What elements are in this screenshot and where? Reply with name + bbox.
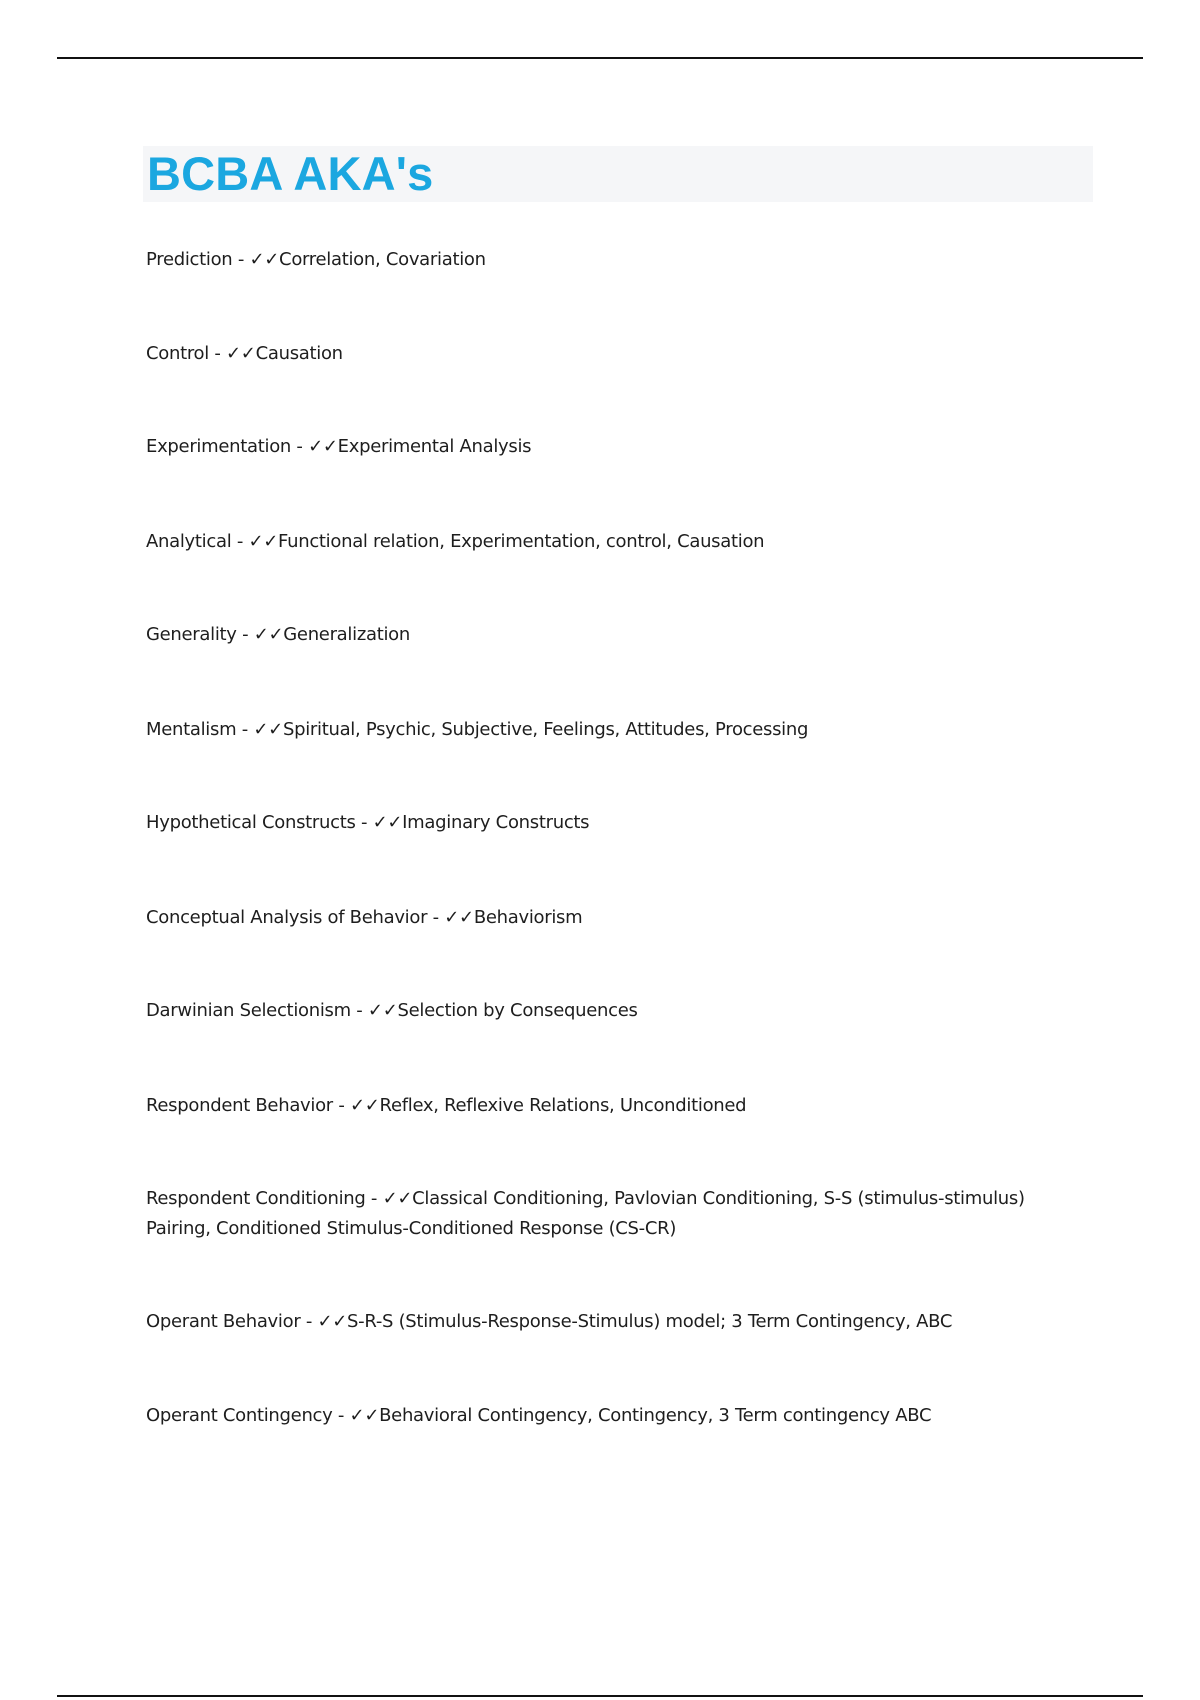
double-check-icon: ✓✓ [382, 1188, 413, 1209]
entry-separator: - [236, 719, 254, 740]
entry-separator: - [350, 1000, 368, 1021]
entry-separator: - [232, 249, 250, 270]
entry-conceptual-analysis [146, 903, 1086, 933]
entry-separator: - [291, 436, 309, 457]
entry-aka: Imaginary Constructs [402, 812, 590, 833]
entry-separator: - [236, 624, 254, 645]
double-check-icon: ✓✓ [372, 812, 403, 833]
double-check-icon: ✓✓ [349, 1405, 380, 1426]
entry-term: Prediction [146, 249, 233, 270]
entry-aka: Behavioral Contingency, Contingency, 3 Term contingency ABC [379, 1405, 932, 1426]
entry-operant-contingency [146, 1401, 1086, 1431]
entry-hypothetical-constructs [146, 808, 1086, 838]
entry-aka: Causation [255, 343, 343, 364]
entry-respondent-behavior [146, 1091, 1086, 1121]
double-check-icon: ✓✓ [249, 249, 280, 270]
entry-separator: - [355, 812, 373, 833]
double-check-icon: ✓✓ [367, 1000, 398, 1021]
header-rule [57, 57, 1143, 59]
entry-separator: - [208, 343, 227, 364]
entry-term: Control [146, 343, 209, 364]
double-check-icon: ✓✓ [248, 531, 279, 552]
double-check-icon: ✓✓ [317, 1311, 348, 1332]
footer-rule [57, 1695, 1143, 1697]
entry-term: Operant Contingency [146, 1405, 333, 1426]
entry-term: Experimentation [146, 436, 292, 457]
title-band [143, 146, 1093, 202]
entry-respondent-conditioning [146, 1184, 1086, 1244]
entry-term: Analytical [146, 531, 232, 552]
entry-experimentation [146, 432, 1086, 462]
entry-separator: - [332, 1405, 350, 1426]
entry-term: Operant Behavior [146, 1311, 301, 1332]
entry-analytical [146, 527, 1086, 557]
entry-aka: Spiritual, Psychic, Subjective, Feelings, Attitudes, Processing [282, 719, 809, 740]
entry-term: Conceptual Analysis of Behavior [146, 907, 428, 928]
double-check-icon: ✓✓ [253, 719, 283, 740]
entry-aka: Correlation, Covariation [279, 249, 486, 270]
entry-aka: Behaviorism [473, 907, 583, 928]
entry-separator: - [231, 531, 249, 552]
document-title: BCBA AKA's [147, 147, 434, 200]
double-check-icon: ✓✓ [349, 1095, 380, 1116]
entry-aka: Generalization [283, 624, 410, 645]
entry-term: Mentalism [146, 719, 237, 740]
entry-aka: Classical Conditioning, Pavlovian Conditioning, S-S (stimulus-stimulus) Pairing, Conditioned Stimulus-Conditioned Response (CS-CR) [146, 1188, 1025, 1239]
entry-aka: Functional relation, Experimentation, control, Causation [278, 531, 765, 552]
entry-aka: Selection by Consequences [397, 1000, 638, 1021]
entry-term: Respondent Conditioning [146, 1188, 366, 1209]
entry-term: Hypothetical Constructs [146, 812, 356, 833]
double-check-icon: ✓✓ [308, 436, 338, 457]
entry-mentalism [146, 715, 1086, 745]
entry-prediction [146, 245, 1086, 275]
entry-term: Respondent Behavior [146, 1095, 333, 1116]
entry-separator: - [365, 1188, 383, 1209]
entry-term: Darwinian Selectionism [146, 1000, 351, 1021]
entry-separator: - [300, 1311, 318, 1332]
double-check-icon: ✓✓ [226, 343, 256, 364]
entry-aka: S-R-S (Stimulus-Response-Stimulus) model; 3 Term Contingency, ABC [347, 1311, 953, 1332]
entry-separator: - [332, 1095, 350, 1116]
entry-term: Generality [146, 624, 237, 645]
double-check-icon: ✓✓ [253, 624, 284, 645]
entry-separator: - [427, 907, 445, 928]
entry-control [146, 339, 1086, 369]
entry-generality [146, 620, 1086, 650]
entry-aka: Experimental Analysis [337, 436, 532, 457]
entry-darwinian-selectionism [146, 996, 1086, 1026]
entry-operant-behavior [146, 1307, 1086, 1337]
entry-aka: Reflex, Reflexive Relations, Unconditioned [379, 1095, 747, 1116]
double-check-icon: ✓✓ [444, 907, 474, 928]
